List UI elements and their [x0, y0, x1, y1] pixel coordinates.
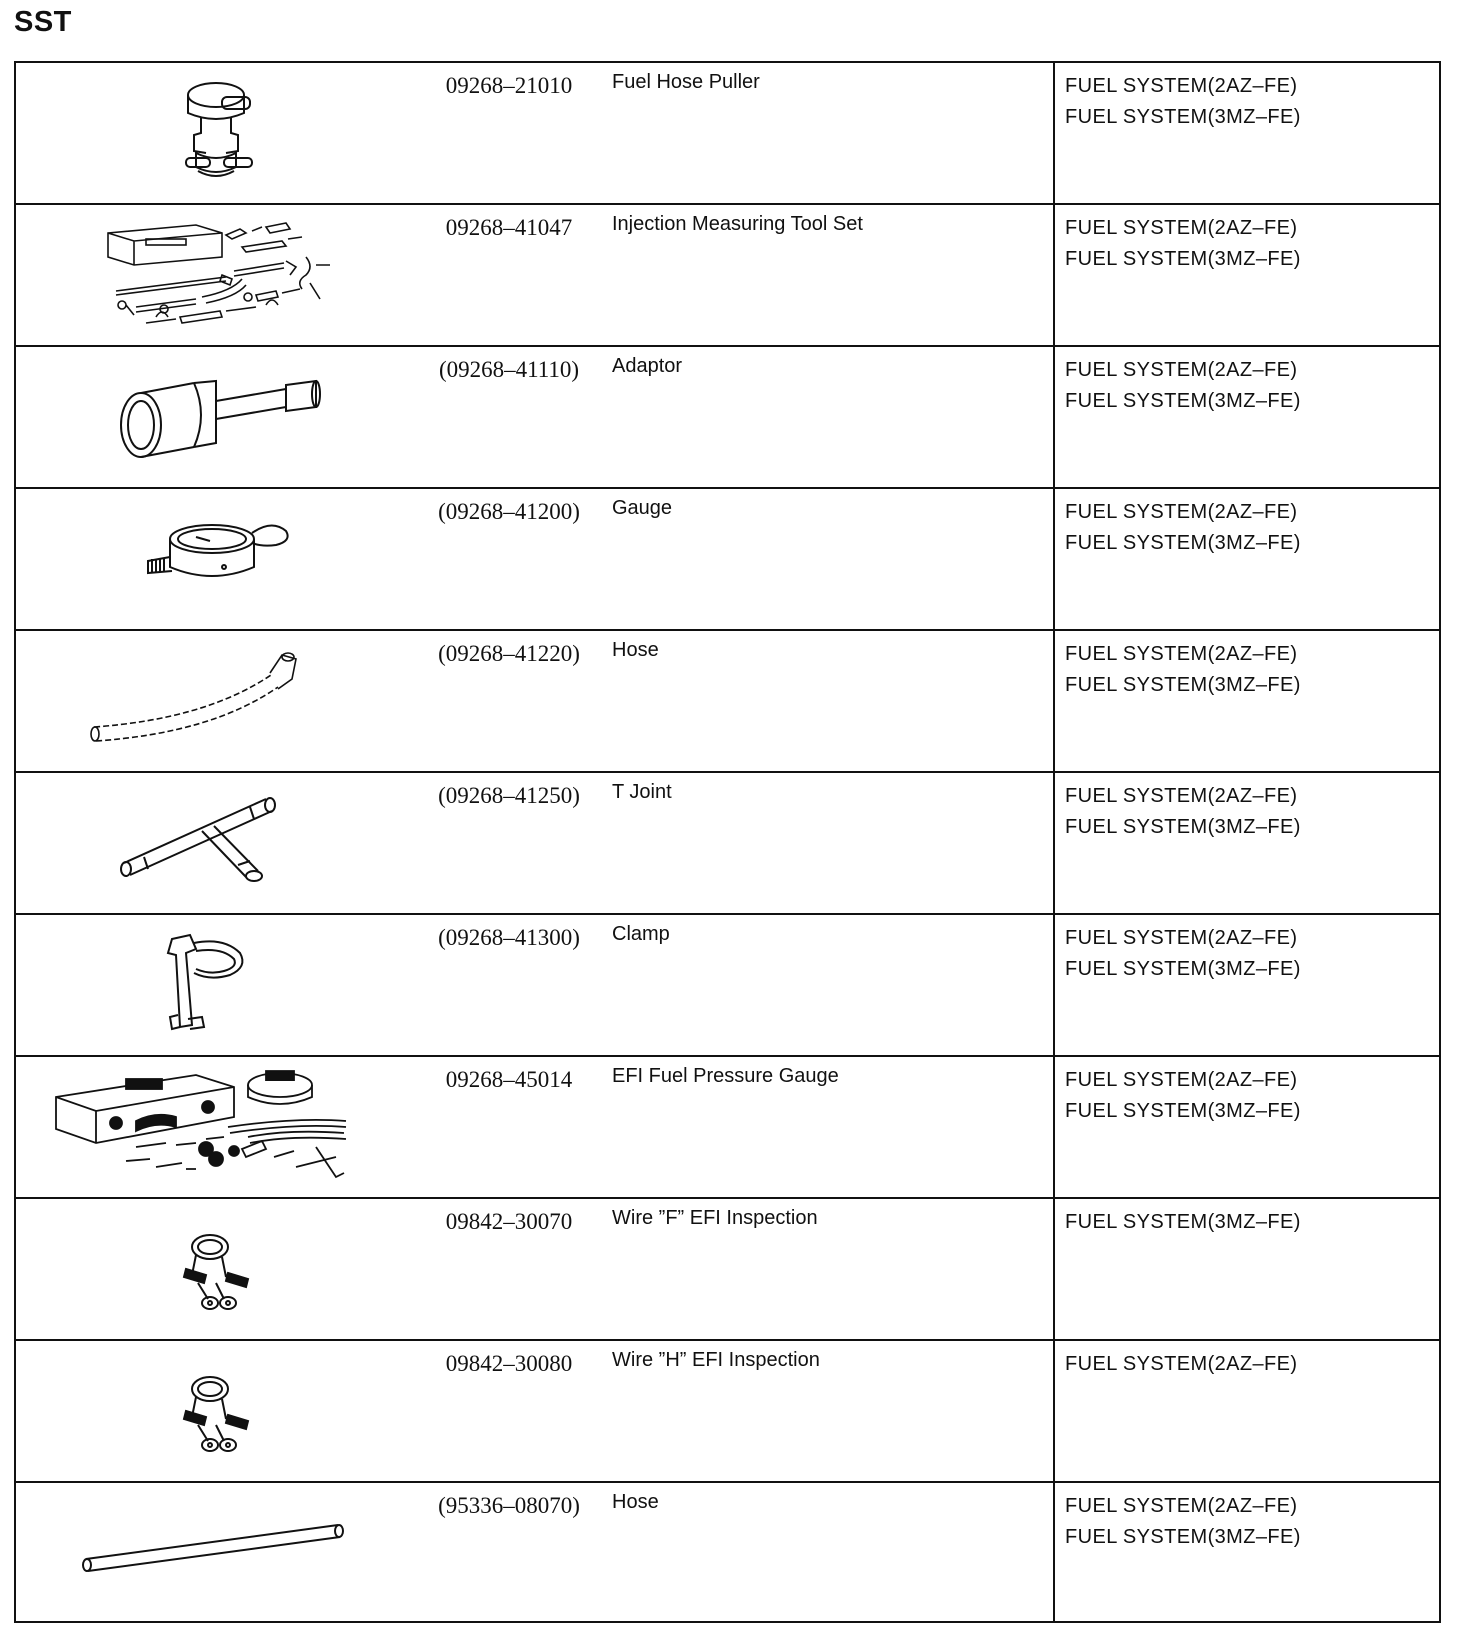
table-row	[15, 630, 1440, 772]
table-row	[15, 488, 1440, 630]
table-row	[15, 1198, 1440, 1340]
part-number: 09268–21010	[445, 73, 573, 98]
tool-name: Hose	[612, 1491, 659, 1513]
reference-line: FUEL SYSTEM(2AZ–FE)	[1065, 785, 1298, 807]
clamp-illustration	[16, 915, 416, 1055]
table-row	[15, 1340, 1440, 1482]
table-row	[15, 914, 1440, 1056]
part-number: 09842–30070	[445, 1209, 573, 1234]
adaptor-illustration	[16, 347, 416, 487]
part-number: 09268–41047	[445, 215, 573, 240]
reference-line: FUEL SYSTEM(2AZ–FE)	[1065, 75, 1298, 97]
table-row	[15, 346, 1440, 488]
part-number: 09842–30080	[445, 1351, 573, 1376]
fuel-hose-puller-illustration	[16, 63, 416, 203]
reference-line: FUEL SYSTEM(3MZ–FE)	[1065, 248, 1301, 270]
reference-line: FUEL SYSTEM(2AZ–FE)	[1065, 643, 1298, 665]
part-number: 09268–45014	[445, 1067, 573, 1092]
wire-f-illustration	[16, 1199, 416, 1339]
reference-line: FUEL SYSTEM(3MZ–FE)	[1065, 958, 1301, 980]
tool-name: Wire ”F” EFI Inspection	[612, 1207, 818, 1229]
reference-line: FUEL SYSTEM(3MZ–FE)	[1065, 390, 1301, 412]
part-number: (09268–41200)	[438, 499, 580, 524]
reference-line: FUEL SYSTEM(2AZ–FE)	[1065, 217, 1298, 239]
reference-line: FUEL SYSTEM(3MZ–FE)	[1065, 532, 1301, 554]
efi-fuel-pressure-gauge-illustration	[16, 1057, 416, 1197]
reference-line: FUEL SYSTEM(3MZ–FE)	[1065, 106, 1301, 128]
tool-name: Hose	[612, 639, 659, 661]
reference-line: FUEL SYSTEM(2AZ–FE)	[1065, 359, 1298, 381]
tool-name: Wire ”H” EFI Inspection	[612, 1349, 820, 1371]
tool-name: T Joint	[612, 781, 672, 803]
table-row	[15, 1056, 1440, 1198]
hose-illustration	[16, 631, 416, 771]
sst-table	[14, 61, 1441, 1623]
table-row	[15, 62, 1440, 204]
table-row	[15, 772, 1440, 914]
part-number: (09268–41300)	[438, 925, 580, 950]
tool-name: Fuel Hose Puller	[612, 71, 760, 93]
reference-line: FUEL SYSTEM(2AZ–FE)	[1065, 501, 1298, 523]
part-number: (09268–41250)	[438, 783, 580, 808]
page-title: SST	[14, 6, 72, 38]
part-number: (09268–41220)	[438, 641, 580, 666]
reference-line: FUEL SYSTEM(2AZ–FE)	[1065, 1495, 1298, 1517]
reference-line: FUEL SYSTEM(3MZ–FE)	[1065, 1526, 1301, 1548]
table-row	[15, 1482, 1440, 1622]
gauge-illustration	[16, 489, 416, 629]
table-row	[15, 204, 1440, 346]
t-joint-illustration	[16, 773, 416, 913]
reference-line: FUEL SYSTEM(2AZ–FE)	[1065, 1069, 1298, 1091]
wire-h-illustration	[16, 1341, 416, 1481]
tool-name: Clamp	[612, 923, 670, 945]
tool-name: Injection Measuring Tool Set	[612, 213, 863, 235]
reference-line: FUEL SYSTEM(3MZ–FE)	[1065, 1100, 1301, 1122]
reference-line: FUEL SYSTEM(3MZ–FE)	[1065, 816, 1301, 838]
tool-name: Gauge	[612, 497, 673, 519]
reference-line: FUEL SYSTEM(2AZ–FE)	[1065, 927, 1298, 949]
reference-line: FUEL SYSTEM(2AZ–FE)	[1065, 1353, 1298, 1375]
tool-name: EFI Fuel Pressure Gauge	[612, 1065, 839, 1087]
part-number: (95336–08070)	[438, 1493, 580, 1518]
part-number: (09268–41110)	[438, 357, 580, 382]
injection-tool-set-illustration	[16, 205, 416, 345]
reference-line: FUEL SYSTEM(3MZ–FE)	[1065, 1211, 1301, 1233]
reference-line: FUEL SYSTEM(3MZ–FE)	[1065, 674, 1301, 696]
tool-name: Adaptor	[612, 355, 683, 377]
straight-hose-illustration	[16, 1483, 416, 1623]
